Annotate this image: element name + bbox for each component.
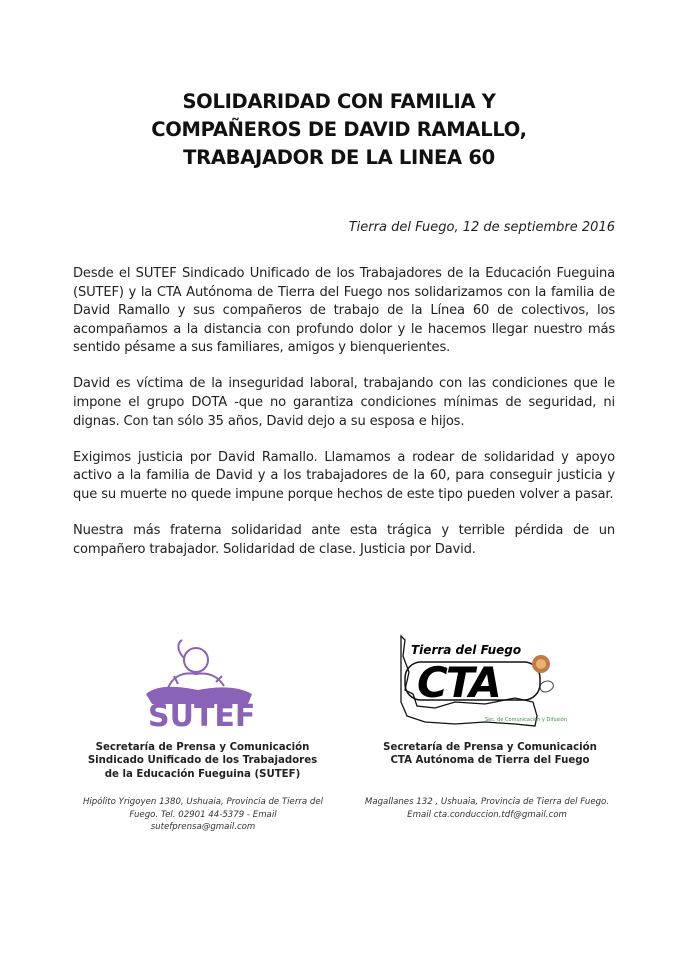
page-title [60,88,618,172]
cta-addr-line-2: Email cta.conduccion.tdf@gmail.com [407,809,567,820]
cta-logo-sub: Sec. de Comunicación y Difusión [485,717,567,723]
paragraph-4: Nuestra más fraterna solidaridad ante esta trágica y terrible pérdida de un compañero trabajador. Solidaridad de clase. Justicia por David. [73,523,615,557]
title-line-1: SOLIDARIDAD CON FAMILIA Y [182,90,496,113]
sutef-sig-line-1: Secretaría de Prensa y Comunicación [95,742,310,753]
sutef-addr-line-1: Hipólito Yrigoyen 1380, Ushuaia, Provincia de Tierra del [82,797,324,807]
cta-signature [365,741,615,768]
sutef-logo [138,632,260,732]
cta-addr-line-1: Magallanes 132 , Ushuaia, Provincia de Tierra del Fuego. [364,797,610,807]
cta-address [362,796,612,821]
cta-logo-main: CTA [417,658,500,707]
title-line-2: COMPAÑEROS DE DAVID RAMALLO, [151,118,527,141]
cta-sig-line-2: CTA Autónoma de Tierra del Fuego [390,755,590,767]
paragraph-2: David es víctima de la inseguridad laboral, trabajando con las condiciones que le impone el grupo DOTA -que no garantiza condiciones mínimas de seguridad, ni dignas. Con tan sólo 35 años, David dejo a su esposa e hijos. [73,376,615,429]
cta-logo-top: Tierra del Fuego [411,643,522,657]
sutef-address [78,796,328,834]
title-line-3: TRABAJADOR DE LA LINEA 60 [183,146,495,169]
cta-sig-line-1: Secretaría de Prensa y Comunicación [383,742,597,753]
sutef-sig-line-2: Sindicado Unificado de los Trabajadores [87,755,318,767]
letter-date: Tierra del Fuego, 12 de septiembre 2016 [348,220,615,235]
sutef-addr-line-2: Fuego. Tel. 02901 44-5379 - Email sutefprensa@gmail.com [129,809,277,832]
sutef-logo-text: SUTEF [148,699,256,732]
paragraph-3: Exigimos justicia por David Ramallo. Llamamos a rodear de solidaridad y apoyo activo a la familia de David y a los trabajadores de la 60, para conseguir justicia y que su muerte no quede impune porque hechos de este tipo pueden volver a pasar. [73,449,615,502]
paragraph-1: Desde el SUTEF Sindicado Unificado de los Trabajadores de la Educación Fueguina (SUTEF) y la CTA Autónoma de Tierra del Fuego nos solidarizamos con la familia de David Ramallo y sus compañeros de trabajo de la Línea 60 de colectivos, los acompañamos a la distancia con profundo dolor y le hacemos llegar nuestro más sentido pésame a sus familiares, amigos y bienquerientes. [73,266,615,356]
sutef-sig-line-3: de la Educación Fueguina (SUTEF) [104,768,301,780]
letter-body [73,265,615,577]
cta-logo [395,632,575,732]
sutef-signature [80,741,325,781]
